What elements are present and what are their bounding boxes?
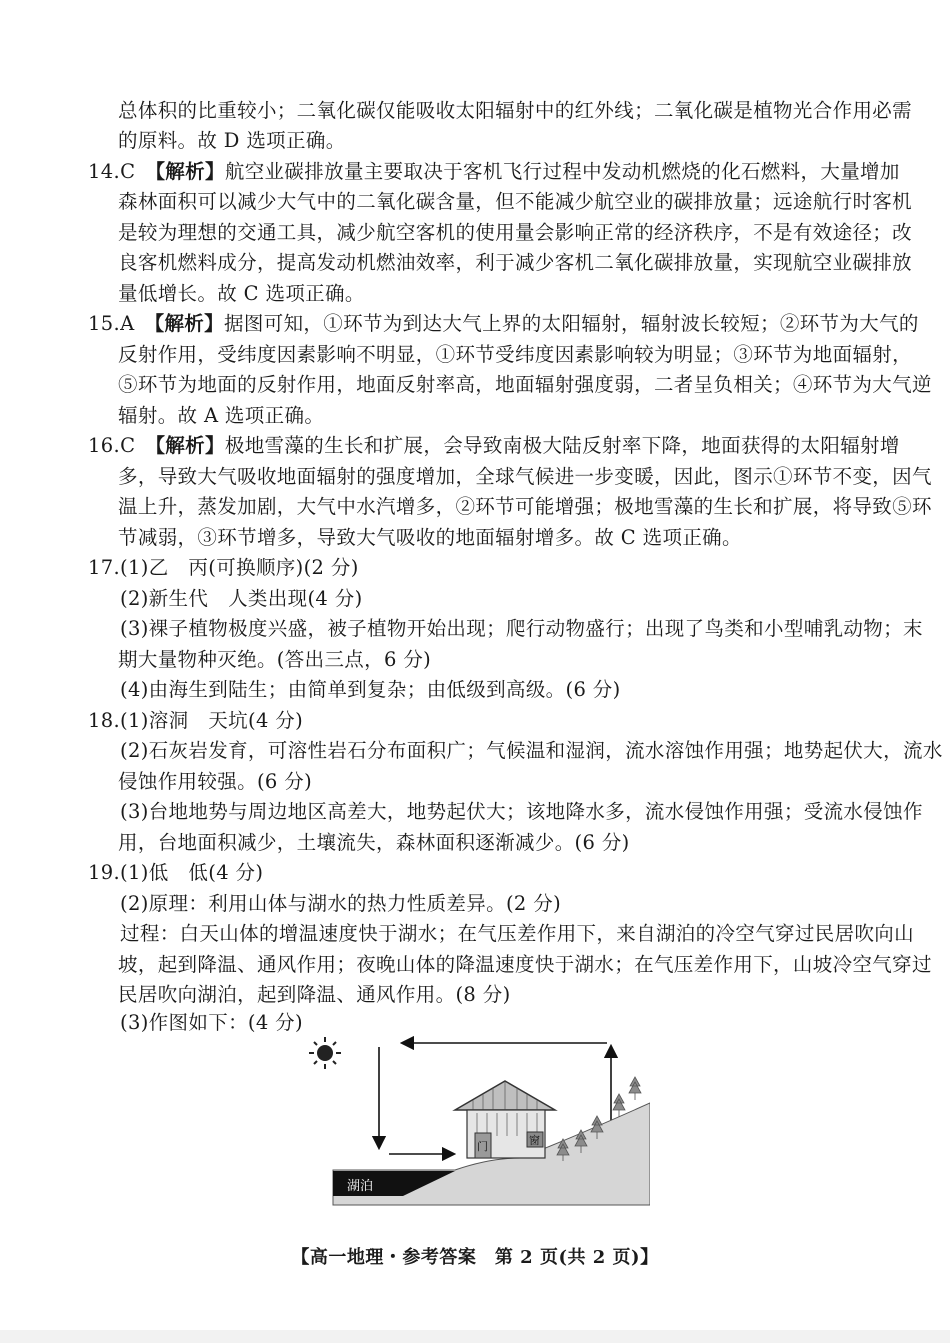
answer-letter: A	[120, 312, 135, 335]
door-label: 门	[477, 1141, 488, 1153]
text-line: 航空业碳排放量主要取决于客机飞行过程中发动机燃烧的化石燃料，大量增加	[224, 160, 900, 183]
text-line: (4)由海生到陆生；由简单到复杂；由低级到高级。(6 分)	[120, 678, 621, 701]
text-line: 多，导致大气吸收地面辐射的强度增加，全球气候进一步变暖，因此，图示①环节不变，因气	[118, 465, 932, 488]
text-line: 反射作用，受纬度因素影响不明显，①环节受纬度因素影响较为明显；③环节为地面辐射，	[118, 343, 913, 366]
text-line: 森林面积可以减少大气中的二氧化碳含量，但不能减少航空业的碳排放量；远途航行时客机	[118, 190, 913, 213]
text-line: 18.(1)溶洞 天坑(4 分)	[88, 709, 304, 732]
answer-letter: C	[120, 160, 136, 183]
text-line: ⑤环节为地面的反射作用，地面反射率高，地面辐射强度弱，二者呈负相关；④环节为大气逆	[118, 373, 932, 396]
lake-mountain-breeze-diagram	[305, 1033, 650, 1213]
text-line: (2)石灰岩发育，可溶性岩石分布面积广；气候温和湿润，流水溶蚀作用强；地势起伏大，流水	[120, 739, 943, 762]
text-line: 总体积的比重较小；二氧化碳仅能吸收太阳辐射中的红外线；二氧化碳是植物光合作用必需	[118, 99, 913, 122]
question-15	[88, 309, 919, 339]
scan-border	[0, 1330, 950, 1343]
sun-icon	[309, 1037, 341, 1069]
question-16	[88, 431, 900, 461]
text-line: 极地雪藻的生长和扩展，会导致南极大陆反射率下降，地面获得的太阳辐射增	[224, 434, 900, 457]
question-number: 14.	[88, 160, 121, 183]
text-line: 量低增长。故 C 选项正确。	[118, 282, 365, 305]
analysis-tag: 【解析】	[155, 160, 225, 183]
question-number: 15.	[88, 312, 121, 335]
text-line: (3)作图如下：(4 分)	[120, 1011, 303, 1034]
text-line: 良客机燃料成分，提高发动机燃油效率，利于减少客机二氧化碳排放量，实现航空业碳排放	[118, 251, 913, 274]
text-line: 17.(1)乙 丙(可换顺序)(2 分)	[88, 556, 359, 579]
window-label: 窗	[529, 1135, 540, 1147]
answer-letter: C	[120, 434, 136, 457]
text-line: (2)新生代 人类出现(4 分)	[120, 587, 363, 610]
text-line: 温上升，蒸发加剧，大气中水汽增多，②环节可能增强；极地雪藻的生长和扩展，将导致⑤环	[118, 495, 932, 518]
page-footer: 【高一地理・参考答案 第 2 页(共 2 页)】	[291, 1247, 659, 1268]
house-illustration	[455, 1081, 555, 1158]
text-line: 期大量物种灭绝。(答出三点，6 分)	[118, 648, 432, 671]
text-line: 坡，起到降温、通风作用；夜晚山体的降温速度快于湖水；在气压差作用下，山坡冷空气穿过	[118, 953, 932, 976]
text-line: (3)裸子植物极度兴盛，被子植物开始出现；爬行动物盛行；出现了鸟类和小型哺乳动物；末	[120, 617, 923, 640]
analysis-tag: 【解析】	[155, 434, 225, 457]
text-line: 民居吹向湖泊，起到降温、通风作用。(8 分)	[118, 983, 511, 1006]
text-line: 用，台地面积减少，土壤流失，森林面积逐渐减少。(6 分)	[118, 831, 630, 854]
text-line: 侵蚀作用较强。(6 分)	[118, 770, 313, 793]
analysis-tag: 【解析】	[154, 312, 225, 335]
text-line: 的原料。故 D 选项正确。	[118, 129, 346, 152]
question-14	[88, 157, 900, 187]
text-line: 据图可知，①环节为到达大气上界的太阳辐射，辐射波长较短；②环节为大气的	[224, 312, 919, 335]
text-line: (3)台地地势与周边地区高差大，地势起伏大；该地降水多，流水侵蚀作用强；受流水侵蚀作	[120, 800, 923, 823]
text-line: 节减弱，③环节增多，导致大气吸收的地面辐射增多。故 C 选项正确。	[118, 526, 742, 549]
text-line: (2)原理：利用山体与湖水的热力性质差异。(2 分)	[120, 892, 562, 915]
text-line: 19.(1)低 低(4 分)	[88, 861, 264, 884]
question-number: 16.	[88, 434, 121, 457]
text-line: 辐射。故 A 选项正确。	[118, 404, 325, 427]
lake-label: 湖泊	[347, 1178, 374, 1193]
text-line: 过程：白天山体的增温速度快于湖水；在气压差作用下，来自湖泊的冷空气穿过民居吹向山	[120, 922, 915, 945]
text-line: 是较为理想的交通工具，减少航空客机的使用量会影响正常的经济秩序，不是有效途径；改	[118, 221, 913, 244]
